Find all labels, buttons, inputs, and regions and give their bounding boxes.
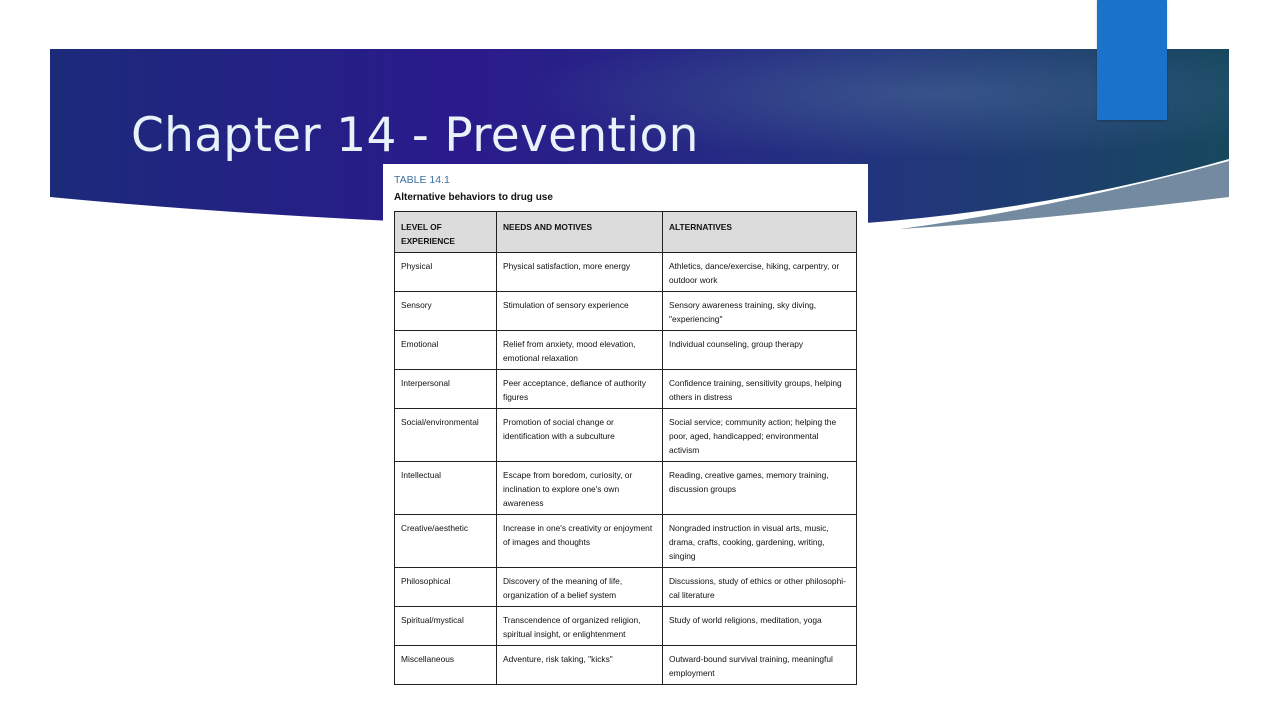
cell-alternatives: Outward-bound survival training, meaningful employment xyxy=(663,646,857,685)
cell-needs: Promotion of social change or identification with a subculture xyxy=(497,409,663,462)
cell-level: Creative/aesthetic xyxy=(395,515,497,568)
accent-bar xyxy=(1097,0,1167,120)
table-row xyxy=(395,331,857,370)
cell-needs: Discovery of the meaning of life, organization of a belief system xyxy=(497,568,663,607)
table-row xyxy=(395,646,857,685)
cell-alternatives: Individual counseling, group therapy xyxy=(663,331,857,370)
cell-alternatives: Sensory awareness training, sky diving, "experiencing" xyxy=(663,292,857,331)
table-row xyxy=(395,253,857,292)
header-level-of-experience: LEVEL OF EXPERIENCE xyxy=(395,212,497,253)
cell-needs: Transcendence of organized religion, spiritual insight, or enlightenment xyxy=(497,607,663,646)
cell-needs: Escape from boredom, curiosity, or inclination to explore one's own awareness xyxy=(497,462,663,515)
cell-alternatives: Athletics, dance/exercise, hiking, carpentry, or outdoor work xyxy=(663,253,857,292)
cell-needs: Physical satisfaction, more energy xyxy=(497,253,663,292)
cell-alternatives: Study of world religions, meditation, yoga xyxy=(663,607,857,646)
table-row xyxy=(395,568,857,607)
cell-level: Emotional xyxy=(395,331,497,370)
table-number: TABLE 14.1 xyxy=(394,174,450,186)
header-alternatives: ALTERNATIVES xyxy=(663,212,857,253)
cell-alternatives: Discussions, study of ethics or other philosophi- cal literature xyxy=(663,568,857,607)
cell-level: Miscellaneous xyxy=(395,646,497,685)
cell-level: Physical xyxy=(395,253,497,292)
table-row xyxy=(395,370,857,409)
cell-needs: Adventure, risk taking, "kicks" xyxy=(497,646,663,685)
slide-title: Chapter 14 - Prevention xyxy=(131,108,699,163)
cell-level: Philosophical xyxy=(395,568,497,607)
cell-level: Interpersonal xyxy=(395,370,497,409)
table-row xyxy=(395,462,857,515)
table-row xyxy=(395,409,857,462)
cell-level: Spiritual/mystical xyxy=(395,607,497,646)
cell-level: Sensory xyxy=(395,292,497,331)
cell-alternatives: Nongraded instruction in visual arts, music, drama, crafts, cooking, gardening, writing, singing xyxy=(663,515,857,568)
table-caption: Alternative behaviors to drug use xyxy=(394,192,553,203)
table-row xyxy=(395,292,857,331)
table-row xyxy=(395,607,857,646)
cell-alternatives: Confidence training, sensitivity groups, helping others in distress xyxy=(663,370,857,409)
cell-level: Social/environmental xyxy=(395,409,497,462)
table-image xyxy=(383,164,868,720)
cell-alternatives: Reading, creative games, memory training, discussion groups xyxy=(663,462,857,515)
cell-needs: Stimulation of sensory experience xyxy=(497,292,663,331)
alternatives-table xyxy=(394,211,857,685)
cell-needs: Relief from anxiety, mood elevation, emotional relaxation xyxy=(497,331,663,370)
cell-level: Intellectual xyxy=(395,462,497,515)
cell-needs: Increase in one's creativity or enjoyment of images and thoughts xyxy=(497,515,663,568)
cell-needs: Peer acceptance, defiance of authority figures xyxy=(497,370,663,409)
table-header-row xyxy=(395,212,857,253)
table-row xyxy=(395,515,857,568)
cell-alternatives: Social service; community action; helping the poor, aged, handicapped; environmental activism xyxy=(663,409,857,462)
header-needs-and-motives: NEEDS AND MOTIVES xyxy=(497,212,663,253)
